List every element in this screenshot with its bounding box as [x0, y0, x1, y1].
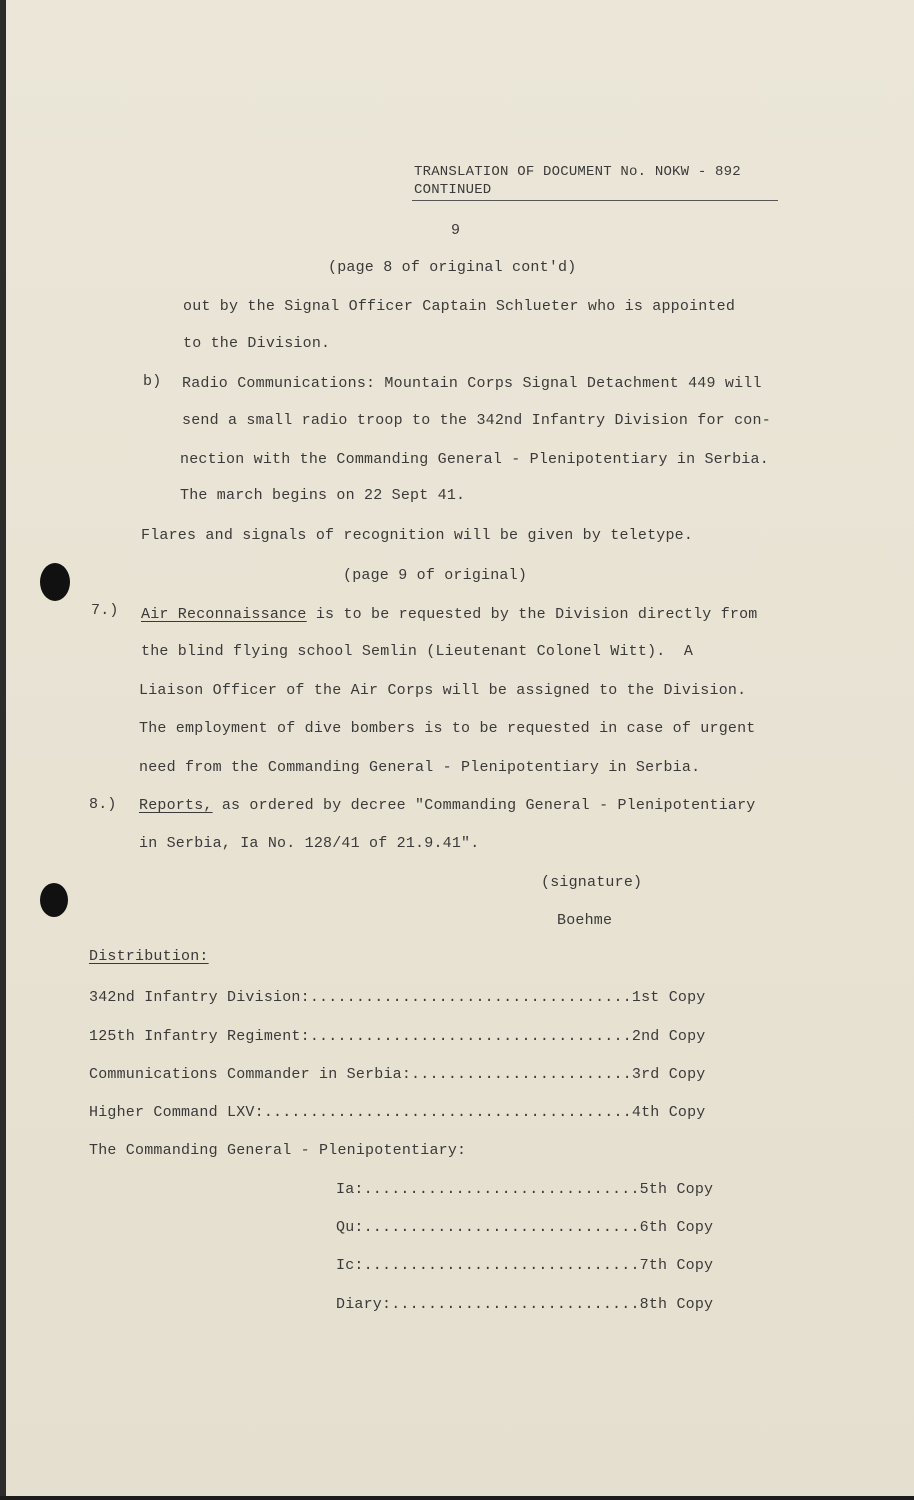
item-b-line: nection with the Commanding General - Plenipotentiary in Serbia.	[180, 451, 769, 468]
distribution-sub-row: Qu:..............................6th Copy	[336, 1219, 714, 1236]
distribution-row: 342nd Infantry Division:...................................1st Copy	[89, 989, 706, 1006]
title-underline	[412, 200, 778, 201]
section-7-line: need from the Commanding General - Plenipotentiary in Serbia.	[139, 759, 701, 776]
document-title-continued: CONTINUED	[414, 182, 492, 198]
paragraph-line: to the Division.	[183, 335, 331, 352]
section-7-line: The employment of dive bombers is to be requested in case of urgent	[139, 720, 756, 737]
plenipotentiary-heading: The Commanding General - Plenipotentiary:	[89, 1142, 467, 1159]
page9-reference: (page 9 of original)	[343, 567, 528, 584]
page-reference: (page 8 of original cont'd)	[328, 259, 577, 276]
section-7-line: the blind flying school Semlin (Lieutenant Colonel Witt). A	[141, 643, 694, 660]
scan-bottom-edge	[0, 1496, 914, 1500]
section-8-line: in Serbia, Ia No. 128/41 of 21.9.41".	[139, 835, 480, 852]
distribution-row: 125th Infantry Regiment:...................................2nd Copy	[89, 1028, 706, 1045]
section-8-title: Reports,	[139, 797, 213, 814]
section-8-label: 8.)	[89, 796, 117, 813]
punch-hole-top	[40, 563, 70, 601]
section-7-line: Liaison Officer of the Air Corps will be assigned to the Division.	[139, 682, 747, 699]
item-b-line: Radio Communications: Mountain Corps Signal Detachment 449 will	[182, 375, 762, 392]
punch-hole-bottom	[40, 883, 68, 917]
section-7-line-rest: is to be requested by the Division directly from	[306, 606, 758, 623]
signature-name: Boehme	[557, 912, 613, 929]
paragraph-line: out by the Signal Officer Captain Schlueter who is appointed	[183, 298, 736, 315]
distribution-row: Higher Command LXV:........................................4th Copy	[89, 1104, 706, 1121]
item-b-line: send a small radio troop to the 342nd Infantry Division for con-	[182, 412, 771, 429]
document-title: TRANSLATION OF DOCUMENT No. NOKW - 892	[414, 164, 741, 180]
section-7-line	[141, 606, 758, 624]
section-8-line	[139, 797, 756, 815]
distribution-row: Communications Commander in Serbia:........................3rd Copy	[89, 1066, 706, 1083]
scan-left-edge	[0, 0, 6, 1500]
section-8-line-rest: as ordered by decree "Commanding General - Plenipotentiary	[212, 797, 756, 814]
signature-label: (signature)	[541, 874, 643, 891]
distribution-heading: Distribution:	[89, 948, 209, 965]
distribution-sub-row: Diary:...........................8th Copy	[336, 1296, 714, 1313]
section-7-label: 7.)	[91, 602, 119, 619]
distribution-sub-row: Ic:..............................7th Copy	[336, 1257, 714, 1274]
distribution-sub-row: Ia:..............................5th Copy	[336, 1181, 714, 1198]
page-number: 9	[451, 222, 461, 239]
item-b-label: b)	[143, 373, 162, 390]
section-7-title: Air Reconnaissance	[141, 606, 307, 623]
flares-line: Flares and signals of recognition will be given by teletype.	[141, 527, 694, 544]
item-b-line: The march begins on 22 Sept 41.	[180, 487, 466, 504]
